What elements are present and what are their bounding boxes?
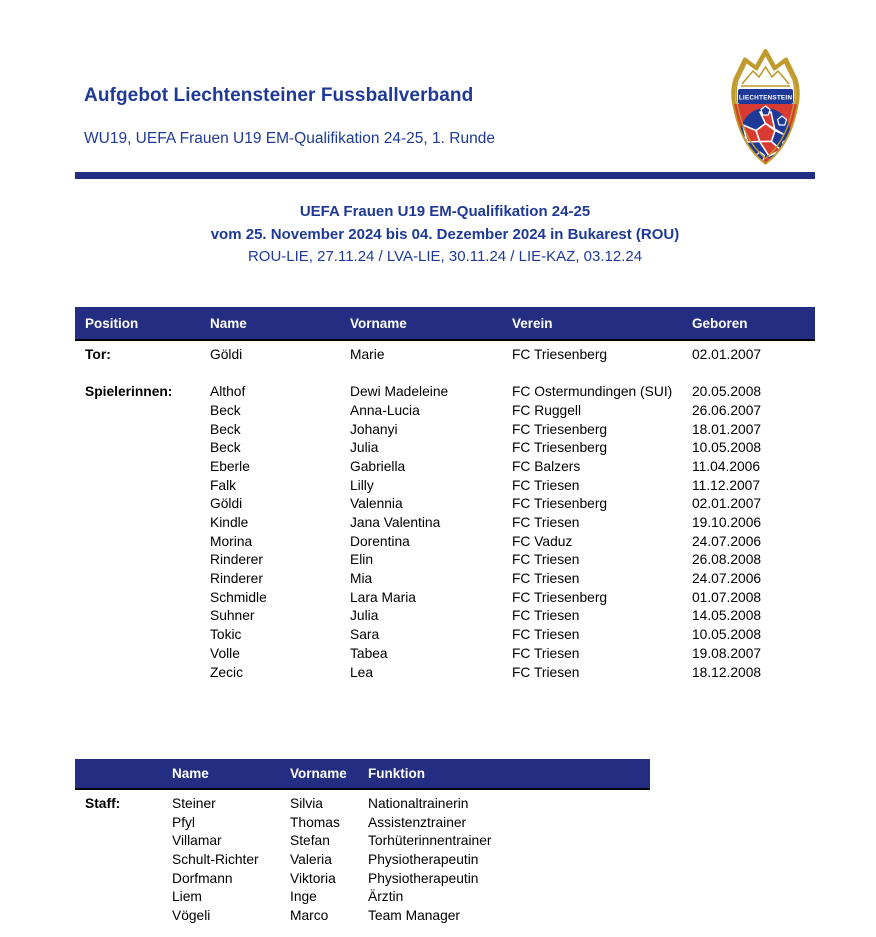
table-cell: 10.05.2008 xyxy=(692,627,762,643)
table-cell: Julia xyxy=(350,440,379,456)
event-title-block xyxy=(75,201,815,269)
table-cell: Valennia xyxy=(350,496,403,512)
table-cell: Sara xyxy=(350,627,380,643)
table-cell: 14.05.2008 xyxy=(692,608,762,624)
table-cell: Lara Maria xyxy=(350,589,416,605)
table-cell: Julia xyxy=(350,608,379,624)
table-cell: FC Triesen xyxy=(512,571,580,587)
table-cell: Eberle xyxy=(210,458,250,474)
table-cell: FC Balzers xyxy=(512,458,581,474)
lfv-crest-logo xyxy=(729,46,802,168)
table-row xyxy=(75,551,815,570)
column-header: Vorname xyxy=(290,766,347,781)
table-row xyxy=(75,569,815,588)
table-cell: FC Triesenberg xyxy=(512,346,608,362)
column-header: Verein xyxy=(512,315,553,331)
table-cell: 20.05.2008 xyxy=(692,384,762,400)
event-dates: vom 25. November 2024 bis 04. Dezember 2024 in Bukarest (ROU) xyxy=(210,225,680,243)
table-cell: Falk xyxy=(210,477,237,493)
page-title: Aufgebot Liechtensteiner Fussballverband xyxy=(84,85,474,106)
column-header: Name xyxy=(210,315,247,331)
row-label: Spielerinnen: xyxy=(85,384,173,400)
table-cell: Dorfmann xyxy=(172,870,233,886)
table-cell: 26.06.2007 xyxy=(692,402,762,418)
table-row xyxy=(75,532,815,551)
table-cell: Schmidle xyxy=(210,589,267,605)
players-table-header xyxy=(75,307,815,341)
table-cell: Mia xyxy=(350,571,373,587)
table-cell: Stefan xyxy=(290,833,330,849)
table-cell: Pfyl xyxy=(172,814,195,830)
table-cell: 02.01.2007 xyxy=(692,496,762,512)
table-cell: Liem xyxy=(172,889,202,905)
table-cell: FC Triesen xyxy=(512,645,580,661)
table-cell: Anna-Lucia xyxy=(350,402,420,418)
table-cell: Göldi xyxy=(210,496,243,512)
table-row xyxy=(75,831,650,850)
players-table xyxy=(75,307,815,681)
row-label: Staff: xyxy=(85,795,121,811)
table-cell: Jana Valentina xyxy=(350,515,441,531)
table-cell: Volle xyxy=(210,645,240,661)
table-row xyxy=(75,794,650,813)
column-header: Position xyxy=(85,315,139,331)
event-title: UEFA Frauen U19 EM-Qualifikation 24-25 xyxy=(299,203,591,220)
table-cell: 10.05.2008 xyxy=(692,440,762,456)
column-header: Funktion xyxy=(368,766,425,781)
table-cell: Beck xyxy=(210,440,241,456)
table-cell: FC Triesen xyxy=(512,608,580,624)
table-cell: 01.07.2008 xyxy=(692,589,762,605)
table-cell: Nationaltrainerin xyxy=(368,795,469,811)
table-row xyxy=(75,495,815,514)
table-cell: Dewi Madeleine xyxy=(350,384,449,400)
table-cell: Silvia xyxy=(290,795,323,811)
table-cell: Rinderer xyxy=(210,552,263,568)
table-cell: Steiner xyxy=(172,795,216,811)
column-header: Name xyxy=(172,766,209,781)
table-row xyxy=(75,588,815,607)
staff-table-header xyxy=(75,759,650,790)
table-cell: Villamar xyxy=(172,833,222,849)
table-cell: Kindle xyxy=(210,515,249,531)
table-cell: Torhüterinnentrainer xyxy=(368,833,492,849)
table-cell: Viktoria xyxy=(290,870,336,886)
table-cell: 19.08.2007 xyxy=(692,645,762,661)
table-cell: FC Ostermundingen (SUI) xyxy=(512,384,673,400)
table-cell: 26.08.2008 xyxy=(692,552,762,568)
table-cell: 11.04.2006 xyxy=(692,458,761,474)
table-cell: Physiotherapeutin xyxy=(368,851,479,867)
table-row xyxy=(75,850,650,869)
table-cell: 02.01.2007 xyxy=(692,346,762,362)
column-header: Vorname xyxy=(350,315,407,331)
table-cell: 24.07.2006 xyxy=(692,571,762,587)
table-cell: Schult-Richter xyxy=(172,851,259,867)
table-row xyxy=(75,457,815,476)
table-row xyxy=(75,906,650,925)
table-cell: Tokic xyxy=(210,627,242,643)
table-cell: Morina xyxy=(210,533,253,549)
table-row xyxy=(75,663,815,682)
table-cell: 19.10.2006 xyxy=(692,515,762,531)
table-row xyxy=(75,345,815,364)
table-cell: Gabriella xyxy=(350,458,406,474)
table-row xyxy=(75,887,650,906)
table-cell: Physiotherapeutin xyxy=(368,870,479,886)
table-cell: Marie xyxy=(350,346,385,362)
table-row xyxy=(75,420,815,439)
table-cell: 24.07.2006 xyxy=(692,533,762,549)
table-row xyxy=(75,869,650,888)
table-row xyxy=(75,476,815,495)
table-cell: Lea xyxy=(350,664,374,680)
table-cell: 18.12.2008 xyxy=(692,664,762,680)
table-cell: Suhner xyxy=(210,608,255,624)
table-cell: Inge xyxy=(290,889,317,905)
header-divider-rule xyxy=(75,172,815,179)
table-cell: 18.01.2007 xyxy=(692,421,762,437)
table-cell: FC Triesen xyxy=(512,664,580,680)
table-row xyxy=(75,625,815,644)
table-cell: FC Ruggell xyxy=(512,402,582,418)
table-cell: FC Triesenberg xyxy=(512,496,608,512)
table-cell: Thomas xyxy=(290,814,340,830)
table-cell: Beck xyxy=(210,402,241,418)
table-cell: FC Triesenberg xyxy=(512,589,608,605)
table-cell: Ärztin xyxy=(368,889,404,905)
table-cell: Göldi xyxy=(210,346,243,362)
staff-table-body xyxy=(75,790,650,925)
table-row xyxy=(75,813,650,832)
table-row xyxy=(75,644,815,663)
spacer-row xyxy=(75,364,815,383)
table-cell: Johanyi xyxy=(350,421,398,437)
table-cell: Elin xyxy=(350,552,374,568)
table-cell: FC Vaduz xyxy=(512,533,573,549)
table-cell: FC Triesen xyxy=(512,515,580,531)
table-cell: FC Triesenberg xyxy=(512,440,608,456)
table-row xyxy=(75,607,815,626)
table-cell: Lilly xyxy=(350,477,374,493)
table-row xyxy=(75,401,815,420)
table-cell: Assistenztrainer xyxy=(368,814,467,830)
table-cell: Rinderer xyxy=(210,571,263,587)
players-table-body xyxy=(75,341,815,681)
table-row xyxy=(75,438,815,457)
crest-banner-text: LIECHTENSTEIN xyxy=(738,94,793,102)
table-cell: Althof xyxy=(210,384,246,400)
table-cell: Valeria xyxy=(290,851,332,867)
table-row xyxy=(75,382,815,401)
table-cell: Zecic xyxy=(210,664,243,680)
table-cell: FC Triesen xyxy=(512,552,580,568)
staff-table xyxy=(75,759,650,925)
table-cell: Team Manager xyxy=(368,907,461,923)
table-cell: FC Triesen xyxy=(512,477,580,493)
row-label: Tor: xyxy=(85,346,111,362)
table-cell: Dorentina xyxy=(350,533,410,549)
table-cell: Vögeli xyxy=(172,907,211,923)
table-cell: Tabea xyxy=(350,645,388,661)
event-fixtures: ROU-LIE, 27.11.24 / LVA-LIE, 30.11.24 / LIE-KAZ, 03.12.24 xyxy=(247,248,643,265)
column-header: Geboren xyxy=(692,315,748,331)
table-cell: 11.12.2007 xyxy=(692,477,761,493)
table-cell: Beck xyxy=(210,421,241,437)
page-subtitle: WU19, UEFA Frauen U19 EM-Qualifikation 24-25, 1. Runde xyxy=(84,130,495,147)
table-cell: FC Triesen xyxy=(512,627,580,643)
table-cell: FC Triesenberg xyxy=(512,421,608,437)
table-cell: Marco xyxy=(290,907,329,923)
table-row xyxy=(75,513,815,532)
